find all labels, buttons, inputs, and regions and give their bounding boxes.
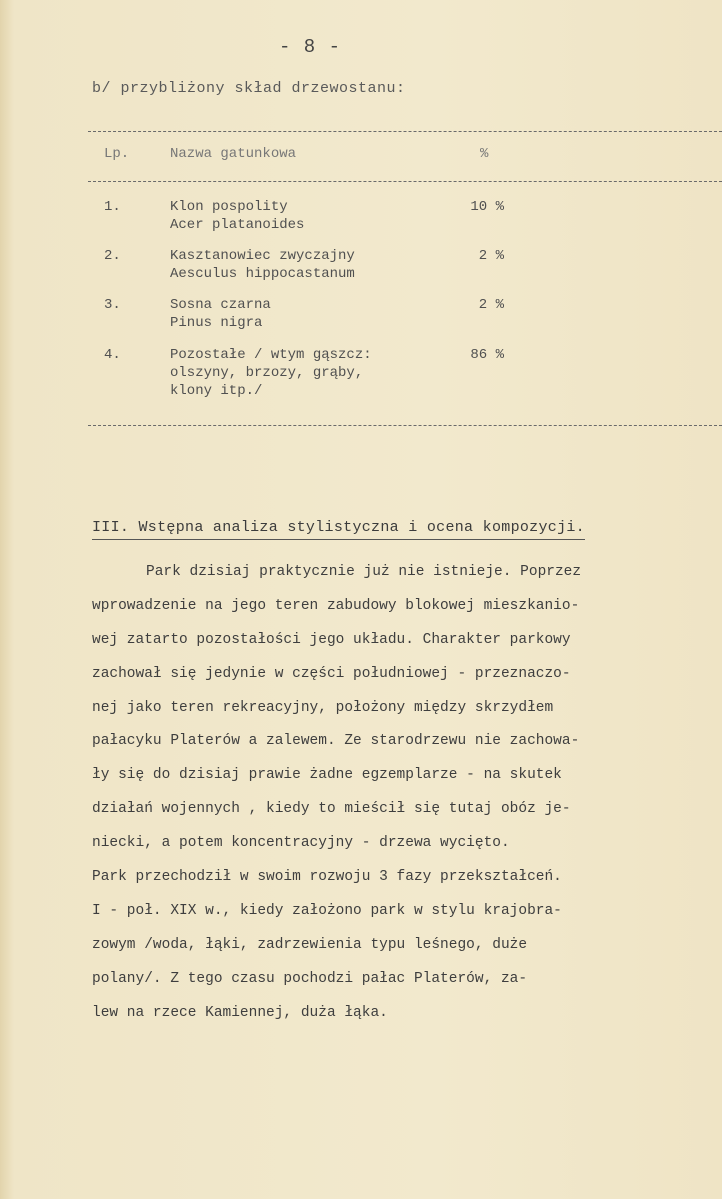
section-b-heading: b/ przybliżony skład drzewostanu:: [92, 80, 406, 97]
text-line: zowym /woda, łąki, zadrzewienia typu leśnego, duże: [92, 936, 528, 953]
text-line: działań wojennych , kiedy to mieścił się tutaj obóz je-: [92, 801, 571, 818]
species-latin: Pinus nigra: [170, 315, 263, 331]
row-number: 3.: [104, 297, 121, 313]
table-top-rule: [88, 131, 722, 132]
text-line: wprowadzenie na jego teren zabudowy blokowej mieszkanio-: [92, 597, 580, 614]
species-name: [170, 346, 470, 400]
species-percent: 2 %: [478, 297, 504, 313]
text-line: pałacyku Platerów a zalewem. Ze starodrzewu nie zachowa-: [92, 733, 580, 750]
section-iii-body: [92, 564, 672, 1038]
row-number: 4.: [104, 347, 121, 363]
text-line: nej jako teren rekreacyjny, położony między skrzydłem: [92, 699, 554, 716]
species-detail: klony itp./: [170, 383, 263, 399]
species-name: [170, 247, 440, 283]
species-polish: Klon pospolity: [170, 199, 288, 215]
section-iii-heading: III. Wstępna analiza stylistyczna i ocena kompozycji.: [92, 519, 585, 540]
text-line: polany/. Z tego czasu pochodzi pałac Platerów, za-: [92, 970, 528, 987]
page-number: - 8 -: [278, 36, 341, 58]
text-line: I - poł. XIX w., kiedy założono park w stylu krajobra-: [92, 902, 562, 919]
species-polish: Pozostałe / wtym gąszcz:: [170, 347, 372, 363]
species-name: [170, 198, 440, 234]
text-line: wej zatarto pozostałości jego układu. Charakter parkowy: [92, 631, 571, 648]
species-latin: Aesculus hippocastanum: [170, 266, 355, 282]
text-line: Park przechodził w swoim rozwoju 3 fazy przekształceń.: [92, 869, 562, 886]
text-line: ły się do dzisiaj prawie żadne egzemplarze - na skutek: [92, 767, 562, 784]
species-name: [170, 296, 440, 332]
table-header-lp: Lp.: [104, 146, 130, 162]
row-number: 1.: [104, 199, 121, 215]
text-line: niecki, a potem koncentracyjny - drzewa wycięto.: [92, 835, 510, 852]
species-percent: 86 %: [470, 347, 504, 363]
table-bottom-rule: [88, 425, 722, 426]
species-polish: Kasztanowiec zwyczajny: [170, 248, 355, 264]
species-polish: Sosna czarna: [170, 297, 271, 313]
species-detail: olszyny, brzozy, grąby,: [170, 365, 364, 381]
text-line: Park dzisiaj praktycznie już nie istnieje. Poprzez: [146, 564, 582, 580]
species-latin: Acer platanoides: [170, 217, 305, 233]
table-header-percent: %: [480, 146, 489, 162]
species-percent: 10 %: [470, 199, 504, 215]
species-percent: 2 %: [478, 248, 504, 264]
table-header-rule: [88, 181, 722, 182]
row-number: 2.: [104, 248, 121, 264]
text-line: lew na rzece Kamiennej, duża łąka.: [92, 1004, 388, 1021]
text-line: zachował się jedynie w części południowej - przeznaczo-: [92, 665, 571, 682]
table-header-name: Nazwa gatunkowa: [170, 146, 297, 162]
